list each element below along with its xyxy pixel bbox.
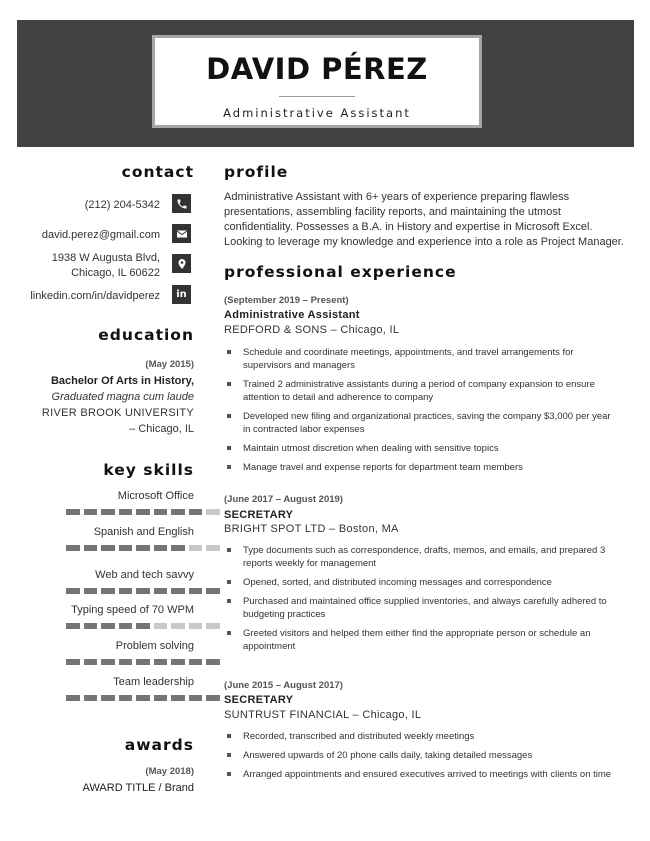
education-school: RIVER BROOK UNIVERSITY: [41, 407, 194, 419]
contact-address-line1: 1938 W Augusta Blvd,: [51, 252, 160, 264]
skill-level-segment: [136, 509, 150, 515]
skills-heading: key skills: [103, 461, 194, 479]
skill-label: Microsoft Office: [117, 490, 194, 502]
skill-level-segment: [84, 659, 98, 665]
skill-level-segment: [66, 509, 80, 515]
skill-level-segment: [136, 545, 150, 551]
contact-address-line2: Chicago, IL 60622: [71, 267, 160, 279]
skill-level-segment: [84, 545, 98, 551]
skill-level-segment: [101, 509, 115, 515]
education-date: (May 2015): [145, 359, 194, 370]
job-bullet: Trained 2 administrative assistants during a period of company expansion to ensure attention to detail and adherence to company: [224, 378, 619, 404]
job-date: (June 2015 – August 2017): [224, 680, 343, 691]
job-bullet: Developed new filing and organizational practices, saving the company $3,000 per year in contracted labor expenses: [224, 410, 619, 436]
skill-level-segment: [119, 659, 133, 665]
job-bullet: Purchased and maintained office supplied inventories, and always carefully adhered to budgeting practices: [224, 595, 619, 621]
skill-level-segment: [84, 509, 98, 515]
job-date: (June 2017 – August 2019): [224, 494, 343, 505]
job-bullet: Manage travel and expense reports for department team members: [224, 461, 619, 474]
job-bullet: Recorded, transcribed and distributed weekly meetings: [224, 730, 619, 743]
job-bullets: [224, 346, 619, 474]
skill-label: Web and tech savvy: [95, 569, 194, 581]
awards-heading: awards: [124, 736, 194, 754]
phone-icon: [172, 194, 191, 213]
skill-level-segment: [66, 588, 80, 594]
skill-level-segment: [206, 695, 220, 701]
skill-level-segment: [171, 545, 185, 551]
job-bullet: Maintain utmost discretion when dealing with sensitive topics: [224, 442, 619, 455]
skill-level-segment: [101, 588, 115, 594]
skill-label: Problem solving: [115, 640, 194, 652]
skill-level-segment: [154, 588, 168, 594]
skill-level-segment: [189, 695, 203, 701]
job-bullet: Arranged appointments and ensured executives arrived to meetings with clients on time: [224, 768, 619, 781]
award-date: (May 2018): [145, 766, 194, 777]
skill-level-segment: [206, 659, 220, 665]
skill-level-segment: [154, 695, 168, 701]
job-title: SECRETARY: [224, 694, 294, 706]
education-degree: Bachelor Of Arts in History,: [50, 375, 194, 387]
skill-level-segment: [171, 588, 185, 594]
skill-level-segment: [101, 659, 115, 665]
skill-level-bar: [66, 545, 220, 551]
job-title-header: Administrative Assistant: [223, 106, 411, 120]
skill-level-segment: [136, 659, 150, 665]
location-pin-icon: [172, 254, 191, 273]
education-honors: Graduated magna cum laude: [51, 391, 194, 403]
skill-level-segment: [84, 588, 98, 594]
skill-level-segment: [66, 545, 80, 551]
skill-level-segment: [189, 659, 203, 665]
skill-level-segment: [206, 509, 220, 515]
job-bullets: [224, 544, 619, 653]
contact-email[interactable]: david.perez@gmail.com: [41, 229, 160, 241]
job-bullet: Schedule and coordinate meetings, appointments, and travel arrangements for supervisors and managers: [224, 346, 619, 372]
skill-label: Team leadership: [113, 676, 194, 688]
skill-level-bar: [66, 659, 220, 665]
profile-summary: Administrative Assistant with 6+ years of experience preparing flawless presentations, assembling facility reports, and maintaining the utmost confidentiality. Possesses a B.A. in History and expertise in Microsoft Excel. Looking to leverage my knowledge and experience into a role as Project Manager.: [224, 191, 624, 248]
contact-heading: contact: [121, 163, 194, 181]
skill-level-segment: [66, 623, 80, 629]
education-location: – Chicago, IL: [129, 423, 194, 435]
skill-level-segment: [154, 623, 168, 629]
skill-level-segment: [171, 623, 185, 629]
job-company: BRIGHT SPOT LTD – Boston, MA: [224, 523, 399, 535]
skill-label: Typing speed of 70 WPM: [71, 604, 194, 616]
skill-level-segment: [136, 695, 150, 701]
skill-label: Spanish and English: [93, 526, 194, 538]
skill-level-segment: [206, 545, 220, 551]
skill-level-segment: [154, 509, 168, 515]
skill-level-segment: [84, 623, 98, 629]
job-bullet: Greeted visitors and helped them either find the appropriate person or schedule an appointment: [224, 627, 619, 653]
skill-level-segment: [171, 659, 185, 665]
skill-level-segment: [119, 588, 133, 594]
candidate-name: DAVID PÉREZ: [206, 52, 428, 86]
email-icon: [172, 224, 191, 243]
contact-linkedin[interactable]: linkedin.com/in/davidperez: [30, 290, 160, 302]
skill-level-segment: [171, 509, 185, 515]
skill-level-segment: [119, 509, 133, 515]
skill-level-segment: [206, 588, 220, 594]
skill-level-segment: [101, 623, 115, 629]
job-date: (September 2019 – Present): [224, 295, 349, 306]
skill-level-bar: [66, 623, 220, 629]
skill-level-segment: [189, 588, 203, 594]
skill-level-segment: [66, 695, 80, 701]
award-title: AWARD TITLE / Brand: [82, 782, 194, 794]
skill-level-bar: [66, 509, 220, 515]
name-divider: [279, 96, 355, 97]
skill-level-segment: [171, 695, 185, 701]
skill-level-segment: [189, 509, 203, 515]
job-title: Administrative Assistant: [224, 309, 360, 321]
name-box: [152, 35, 482, 128]
skill-level-segment: [189, 623, 203, 629]
skill-level-bar: [66, 588, 220, 594]
job-bullet: Type documents such as correspondence, drafts, memos, and emails, and prepared 3 reports weekly for management: [224, 544, 619, 570]
profile-heading: profile: [224, 163, 289, 181]
skill-level-segment: [136, 588, 150, 594]
education-heading: education: [98, 326, 194, 344]
skill-level-segment: [119, 695, 133, 701]
skill-level-bar: [66, 695, 220, 701]
skill-level-segment: [101, 695, 115, 701]
skill-level-segment: [84, 695, 98, 701]
job-company: SUNTRUST FINANCIAL – Chicago, IL: [224, 709, 422, 721]
linkedin-icon: in: [172, 285, 191, 304]
skill-level-segment: [154, 659, 168, 665]
skill-level-segment: [66, 659, 80, 665]
job-title: SECRETARY: [224, 509, 294, 521]
skill-level-segment: [119, 545, 133, 551]
skill-level-segment: [119, 623, 133, 629]
skill-level-segment: [154, 545, 168, 551]
skill-level-segment: [189, 545, 203, 551]
job-bullet: Opened, sorted, and distributed incoming messages and correspondence: [224, 576, 619, 589]
job-bullet: Answered upwards of 20 phone calls daily, taking detailed messages: [224, 749, 619, 762]
experience-heading: professional experience: [224, 263, 457, 281]
skill-level-segment: [136, 623, 150, 629]
contact-phone: (212) 204-5342: [84, 199, 160, 211]
skill-level-segment: [206, 623, 220, 629]
job-company: REDFORD & SONS – Chicago, IL: [224, 324, 400, 336]
job-bullets: [224, 730, 619, 781]
skill-level-segment: [101, 545, 115, 551]
